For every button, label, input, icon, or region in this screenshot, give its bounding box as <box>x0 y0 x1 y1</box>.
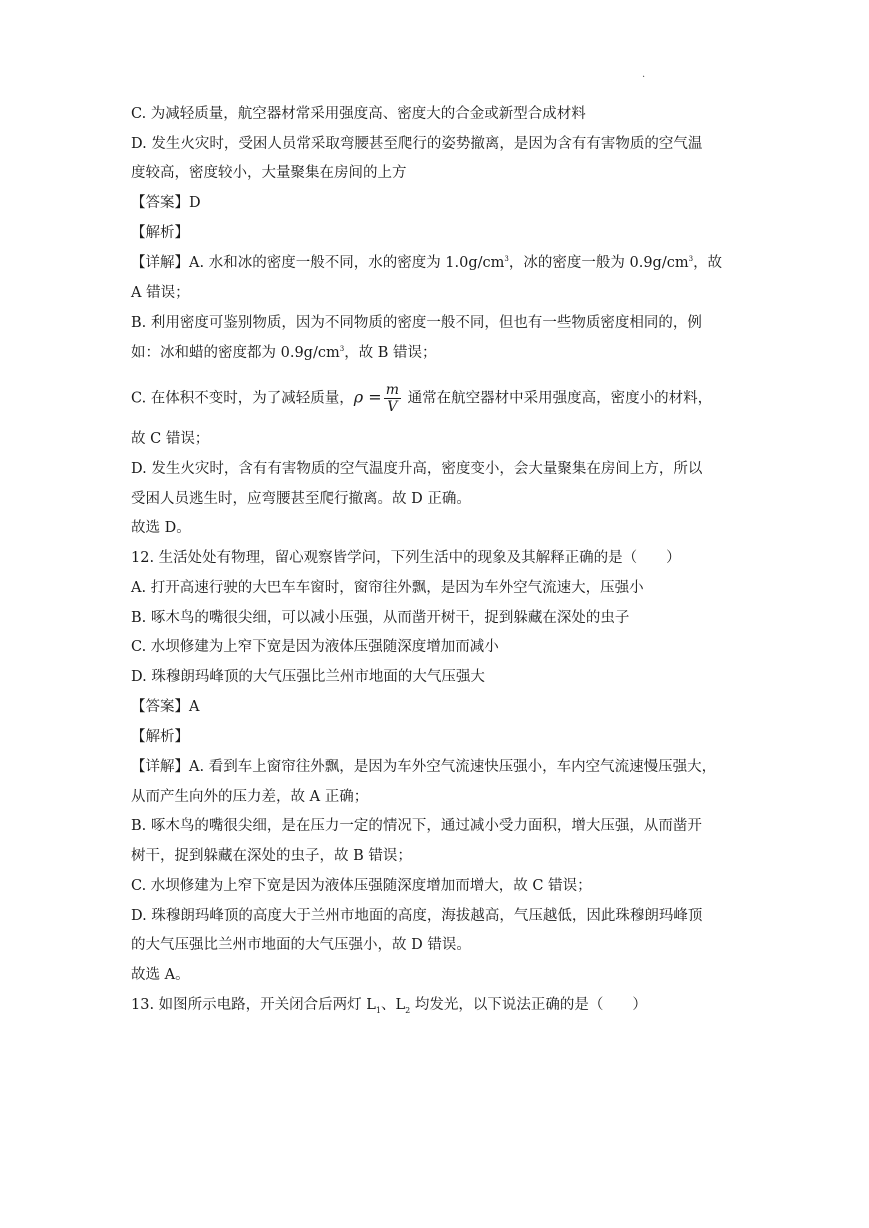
superscript-3: 3 <box>339 345 345 353</box>
text-line: 【详解】A. 看到车上窗帘往外飘，是因为车外空气流速快压强小，车内空气流速慢压强大， <box>131 759 717 775</box>
answer-label: 【答案】D <box>131 195 201 211</box>
text-line: 树干，捉到躲藏在深处的虫子，故 B 错误； <box>131 848 412 864</box>
superscript-3: 3 <box>504 255 509 263</box>
subscript-2: 2 <box>405 1005 411 1015</box>
detail-c-line <box>131 382 712 415</box>
question-13 <box>131 995 647 1021</box>
text-line: D. 珠穆朗玛峰顶的高度大于兰州市地面的高度，海拔越高，气压越低，因此珠穆朗玛峰顶 <box>131 908 703 924</box>
text-line: 从而产生向外的压力差，故 A 正确； <box>131 789 369 805</box>
q13-part2: 、L <box>381 997 406 1013</box>
detail-c-part1: C. 在体积不变时，为了减轻质量， <box>131 390 354 407</box>
superscript-3: 3 <box>688 255 694 263</box>
option-d-text: D. 发生火灾时，受困人员常采取弯腰甚至爬行的姿势撤离，是因为含有有害物质的空气温 <box>131 136 703 152</box>
text-line: 故选 A。 <box>131 967 190 983</box>
analysis-label: 【解析】 <box>131 729 189 745</box>
text-line: 受困人员逃生时，应弯腰甚至爬行撤离。故 D 正确。 <box>131 491 471 507</box>
page-mark: · <box>642 72 646 83</box>
text-line: 的大气压强比兰州市地面的大气压强小，故 D 错误。 <box>131 937 471 953</box>
detail-b-line-cont <box>131 343 437 363</box>
answer-label: 【答案】A <box>131 699 200 715</box>
detail-b-part2: ，故 B 错误； <box>344 345 437 361</box>
q13-part3: 均发光，以下说法正确的是（ ） <box>410 997 647 1013</box>
text-line: D. 发生火灾时，含有有害物质的空气温度升高，密度变小，会大量聚集在房间上方，所以 <box>131 461 703 477</box>
question-12: 12. 生活处处有物理，留心观察皆学问，下列生活中的现象及其解释正确的是（ ） <box>131 550 681 566</box>
detail-a-part1: 【详解】A. 水和冰的密度一般不同，水的密度为 1.0g/cm <box>131 255 505 271</box>
text-line: B. 啄木鸟的嘴很尖细，是在压力一定的情况下，通过减小受力面积，增大压强，从而凿开 <box>131 818 702 834</box>
detail-a-part2: ，冰的密度一般为 0.9g/cm <box>508 255 689 271</box>
text-line: 故 C 错误； <box>131 431 210 447</box>
analysis-label: 【解析】 <box>131 225 189 241</box>
density-formula-lhs: ρ = <box>353 387 382 407</box>
formula-numerator: m <box>385 382 399 398</box>
option-c-text: C. 为减轻质量，航空器材常采用强度高、密度大的合金或新型合成材料 <box>131 106 586 122</box>
detail-b-line: B. 利用密度可鉴别物质，因为不同物质的密度一般不同，但也有一些物质密度相同的，例 <box>131 315 702 331</box>
detail-c-part2: 通常在航空器材中采用强度高，密度小的材料， <box>402 390 713 407</box>
q12-option-b: B. 啄木鸟的嘴很尖细，可以减小压强，从而凿开树干，捉到躲藏在深处的虫子 <box>131 610 630 626</box>
formula-denominator: V <box>387 399 398 415</box>
subscript-1: 1 <box>375 1005 381 1015</box>
density-formula-fraction <box>384 382 401 415</box>
q13-part1: 13. 如图所示电路，开关闭合后两灯 L <box>131 997 376 1013</box>
q12-option-d: D. 珠穆朗玛峰顶的大气压强比兰州市地面的大气压强大 <box>131 669 485 685</box>
detail-a-part3: ，故 <box>693 255 723 271</box>
text-line: C. 水坝修建为上窄下宽是因为液体压强随深度增加而增大，故 C 错误； <box>131 878 592 894</box>
q12-option-c: C. 水坝修建为上窄下宽是因为液体压强随深度增加而减小 <box>131 639 499 655</box>
detail-b-part1: 如：冰和蜡的密度都为 0.9g/cm <box>131 345 340 361</box>
detail-a-line-cont: A 错误； <box>131 285 190 301</box>
detail-a-line <box>131 253 722 273</box>
text-line: 故选 D。 <box>131 520 191 536</box>
q12-option-a: A. 打开高速行驶的大巴车车窗时，窗帘往外飘，是因为车外空气流速大，压强小 <box>131 580 644 596</box>
option-d-text-cont: 度较高，密度较小，大量聚集在房间的上方 <box>131 165 407 181</box>
